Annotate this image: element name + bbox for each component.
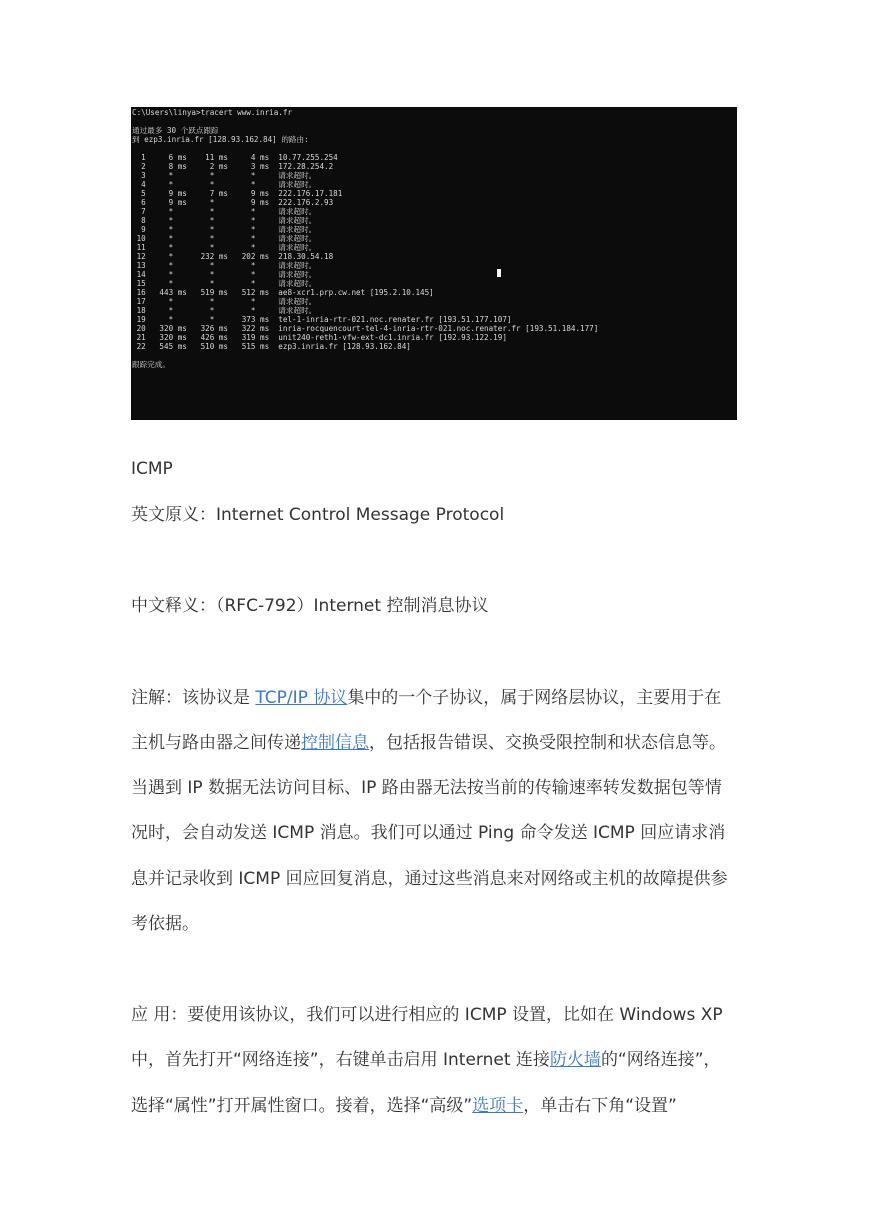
application-text: 中，首先打开“网络连接”，右键单击启用 Internet 连接 (131, 1050, 550, 1070)
note-line: 考依据。 (131, 914, 199, 934)
console-line: 20 320 ms 326 ms 322 ms inria-rocquencourt-tel-4-inria-rtr-021.noc.renater.fr [193.51.184.177] (132, 324, 599, 333)
console-line: 4 * * * 请求超时。 (132, 180, 317, 189)
console-line: 14 * * * 请求超时。 (132, 270, 317, 279)
console-line: 5 9 ms 7 ms 9 ms 222.176.17.181 (132, 189, 343, 198)
tracert-console-screenshot (131, 107, 737, 420)
console-line: 18 * * * 请求超时。 (132, 306, 317, 315)
note-line (131, 687, 721, 709)
console-line: 8 * * * 请求超时。 (132, 216, 317, 225)
chinese-meaning: 中文释义：（RFC-792）Internet 控制消息协议 (131, 596, 489, 616)
note-text: ，包括报告错误、交换受限控制和状态信息等。 (369, 733, 726, 753)
console-line (132, 144, 737, 153)
console-line: 通过最多 30 个跃点跟踪 (132, 126, 219, 135)
console-line (132, 117, 737, 126)
control-info-link[interactable]: 控制信息 (301, 733, 369, 753)
application-line (131, 1095, 677, 1117)
console-line: 9 * * * 请求超时。 (132, 225, 317, 234)
application-text: 选择“属性”打开属性窗口。接着，选择“高级” (131, 1096, 473, 1116)
tcp-ip-protocol-link[interactable]: TCP/IP 协议 (255, 688, 348, 708)
note-text: 注解：该协议是 (131, 688, 256, 708)
tab-link[interactable]: 选项卡 (472, 1096, 524, 1116)
note-line: 当遇到 IP 数据无法访问目标、IP 路由器无法按当前的传输速率转发数据包等情 (131, 778, 722, 798)
console-line: 10 * * * 请求超时。 (132, 234, 317, 243)
application-line: 应 用：要使用该协议，我们可以进行相应的 ICMP 设置，比如在 Windows XP (131, 1005, 723, 1025)
note-line: 息并记录收到 ICMP 回应回复消息，通过这些消息来对网络或主机的故障提供参 (131, 869, 728, 889)
console-line: 19 * * 373 ms tel-1-inria-rtr-021.noc.renater.fr [193.51.177.107] (132, 315, 512, 324)
console-line: 13 * * * 请求超时。 (132, 261, 317, 270)
firewall-link[interactable]: 防火墙 (549, 1050, 601, 1070)
console-line: C:\Users\linya>tracert www.inria.fr (132, 108, 293, 117)
console-line (132, 351, 737, 360)
console-line: 6 9 ms * 9 ms 222.176.2.93 (132, 198, 334, 207)
note-text: 主机与路由器之间传递 (131, 733, 301, 753)
note-line (131, 732, 726, 754)
console-line: 16 443 ms 519 ms 512 ms ae8-xcr1.prp.cw.net [195.2.10.145] (132, 288, 434, 297)
console-line: 2 8 ms 2 ms 3 ms 172.28.254.2 (132, 162, 334, 171)
console-line: 3 * * * 请求超时。 (132, 171, 317, 180)
note-text: 集中的一个子协议，属于网络层协议，主要用于在 (347, 688, 722, 708)
console-line: 15 * * * 请求超时。 (132, 279, 317, 288)
console-line: 21 320 ms 426 ms 319 ms unit240-reth1-vfw-ext-dc1.inria.fr [192.93.122.19] (132, 333, 507, 342)
application-text: 的“网络连接”， (600, 1050, 721, 1070)
console-line: 12 * 232 ms 202 ms 218.30.54.18 (132, 252, 334, 261)
english-meaning: 英文原义：Internet Control Message Protocol (131, 505, 505, 525)
console-line: 11 * * * 请求超时。 (132, 243, 317, 252)
console-line: 1 6 ms 11 ms 4 ms 10.77.255.254 (132, 153, 338, 162)
application-text: ，单击右下角“设置” (523, 1096, 677, 1116)
console-line: 跟踪完成。 (132, 360, 170, 369)
note-line: 况时，会自动发送 ICMP 消息。我们可以通过 Ping 命令发送 ICMP 回应请求消 (131, 823, 726, 843)
console-line: 22 545 ms 510 ms 515 ms ezp3.inria.fr [128.93.162.84] (132, 342, 411, 351)
console-line: 7 * * * 请求超时。 (132, 207, 317, 216)
console-cursor (497, 269, 501, 277)
application-line (131, 1049, 721, 1071)
section-heading: ICMP (131, 459, 173, 479)
console-line: 17 * * * 请求超时。 (132, 297, 317, 306)
console-line: 到 ezp3.inria.fr [128.93.162.84] 的路由: (132, 135, 309, 144)
